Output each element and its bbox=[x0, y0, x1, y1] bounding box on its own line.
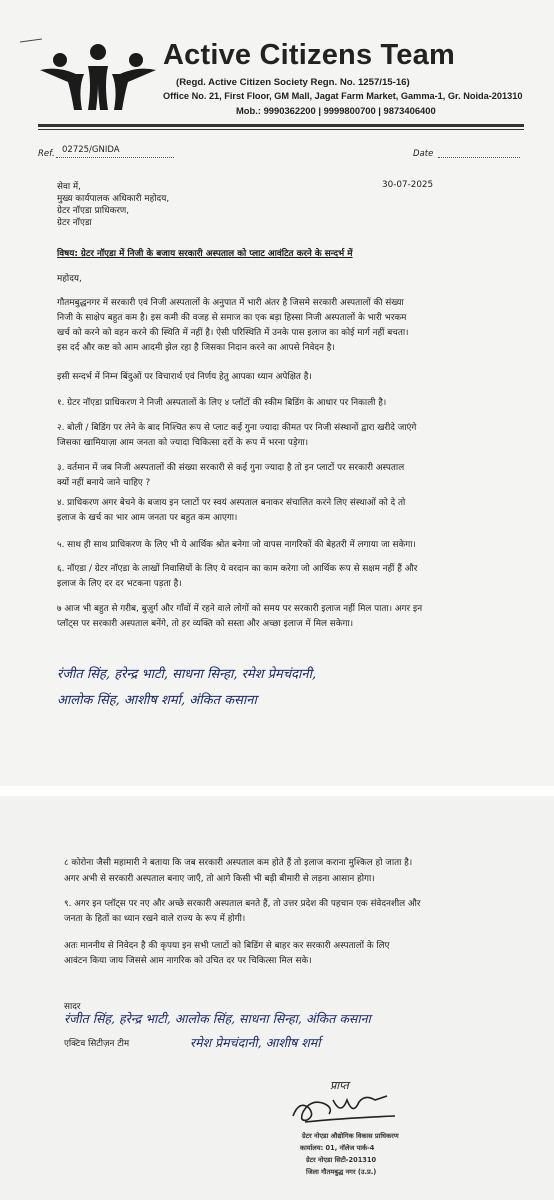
ref-dotted-line bbox=[56, 157, 174, 158]
office-address: Office No. 21, First Floor, GM Mall, Jagat Farm Market, Gamma-1, Gr. Noida-201310 bbox=[163, 91, 523, 101]
point-3: ३. वर्तमान में जब निजी अस्पतालों की संख्या सरकारी से कई गुना ज्यादा है तो इन प्लाटों पर सरकारी अस्पताल bbox=[57, 463, 405, 473]
addressee-line: ग्रेटर नॉएडा प्राधिकरण, bbox=[57, 206, 130, 216]
to-label: सेवा में, bbox=[57, 182, 81, 192]
stamp-line: ग्रेटर नोएडा औद्योगिक विकास प्राधिकरण bbox=[302, 1132, 399, 1140]
closing: सादर bbox=[64, 1002, 81, 1012]
date-dotted-line bbox=[438, 157, 520, 158]
registration-number: (Regd. Active Citizen Society Regn. No. 1257/15-16) bbox=[176, 77, 410, 88]
subject-line: विषय: ग्रेटर नॉएडा में निजी के बजाय सरकारी अस्पताल को प्लाट आवंटित करने के सन्दर्भ में bbox=[57, 249, 353, 259]
date-label: Date bbox=[413, 149, 434, 159]
organization-name: Active Citizens Team bbox=[163, 39, 455, 71]
ref-number: 02725/GNIDA bbox=[62, 145, 120, 155]
team-logo-icon bbox=[38, 40, 158, 112]
point-7: ७ आज भी बहुत से गरीब, बुज़ुर्ग और गाँवों में रहने वाले लोगों को समय पर सरकारी इलाज नहीं मिल पाता। अगर इन bbox=[57, 604, 423, 614]
handwritten-signatures: रंजीत सिंह, हरेन्द्र भाटी, आलोक सिंह, साधना सिन्हा, अंकित कसाना bbox=[64, 1011, 371, 1026]
stamp-line: जिला गौतमबुद्ध नगर (उ.प्र.) bbox=[306, 1168, 377, 1176]
addressee-line: मुख्य कार्यपालक अधिकारी महोदय, bbox=[57, 194, 170, 204]
handwritten-signatures: रंजीत सिंह, हरेन्द्र भाटी, साधना सिन्हा, रमेश प्रेमचंदानी, bbox=[57, 667, 317, 682]
intro-line: खर्च को करने को वहन करने की स्थिति में नहीं है। ऐसी परिस्थिति में उनके पास इलाज का कोई मार्ग नहीं बचता। bbox=[57, 328, 409, 338]
mobile-numbers: Mob.: 9990362200 | 9999800700 | 9873406400 bbox=[236, 105, 436, 116]
page-gap bbox=[0, 786, 554, 796]
point-7-cont: प्लॉट्स पर सरकारी अस्पताल बनेंगे, तो हर व्यक्ति को सस्ता और अच्छा इलाज में मिल सकेगा। bbox=[57, 619, 354, 629]
point-2-cont: जिसका खामियाज़ा आम जनता को ज्यादा चिकित्सा दरों के रूप में भरना पड़ेगा। bbox=[57, 438, 309, 448]
letter-date: 30-07-2025 bbox=[382, 180, 434, 190]
intro-line: इस दर्द और कष्ट को आम आदमी झेल रहा है जिसका निदान करने का आपसे निवेदन है। bbox=[57, 343, 335, 353]
intro-line: गौतमबुद्धनगर में सरकारी एवं निजी अस्पतालों के अनुपात में भारी अंतर है जिसमे सरकारी अस्पतालों की संख्या bbox=[57, 298, 404, 308]
point-3-cont: क्यों नहीं बनाये जाने चाहिए ? bbox=[57, 478, 151, 488]
point-5: ५. साथ ही साथ प्राधिकरण के लिए भी ये आर्थिक श्रोत बनेगा जो वापस नागरिकों की बेहतरी में लगाया जा सकेगा। bbox=[57, 540, 416, 550]
addressee-line: ग्रेटर नॉएडा bbox=[57, 218, 92, 228]
point-4-cont: इलाज के खर्च का भार आम जनता पर बहुत कम आएगा। bbox=[57, 513, 238, 523]
letterhead-divider-thin bbox=[38, 129, 524, 130]
context-line: इसी सन्दर्भ में निम्न बिंदुओं पर विचारार्थ एवं निर्णय हेतु आपका ध्यान अपेक्षित है। bbox=[57, 372, 312, 382]
stamp-line: ग्रेटर नोएडा सिटी-201310 bbox=[306, 1156, 377, 1164]
point-1: १. ग्रेटर नॉएडा प्राधिकरण ने निजी अस्पतालों के लिए ४ प्लॉटों की स्कीम बिडिंग के आधार पर निकाली है। bbox=[57, 398, 387, 408]
point-6: ६. नॉएडा / ग्रेटर नॉएडा के लाखों निवासियों के लिए ये वरदान का काम करेगा जो आर्थिक रूप से सक्षम नहीं हैं और bbox=[57, 564, 418, 574]
handwritten-signatures: रमेश प्रेमचंदानी, आशीष शर्मा bbox=[190, 1035, 321, 1050]
handwritten-signatures: आलोक सिंह, आशीष शर्मा, अंकित कसाना bbox=[57, 693, 257, 708]
intro-line: निजी के साक्षेप बहुत कम है। इस कमी की वजह से समाज का एक बड़ा हिस्सा निजी अस्पतालों के भारी भरकम bbox=[57, 313, 407, 323]
team-label: एक्टिव सिटीज़न टीम bbox=[64, 1039, 130, 1049]
letterhead-divider bbox=[38, 124, 524, 127]
point-6-cont: इलाज के लिए दर दर भटकना पड़ता है। bbox=[57, 579, 182, 589]
point-9-cont: जनता के हितों का ध्यान रखने वाले राज्य के रूप में होगी। bbox=[64, 914, 246, 924]
stamp-line: कार्यालय: 01, नॉलेज पार्क-4 bbox=[300, 1144, 375, 1152]
request-line: अतः माननीय से निवेदन है की कृपया इन सभी प्लाटों को बिडिंग से बाहर कर सरकारी अस्पतालों के लिए bbox=[64, 941, 390, 951]
point-2: २. बोली / बिडिंग पर लेने के बाद निश्चित रूप से प्लाट कई गुना ज्यादा कीमत पर निजी संस्थानों द्वारा खरीदे जाएंगे bbox=[57, 423, 417, 433]
ref-label: Ref. bbox=[38, 149, 55, 159]
point-8: ८ कोरोना जैसी महामारी ने बताया कि जब सरकारी अस्पताल कम होते हैं तो इलाज कराना मुश्किल हो जाता है। bbox=[64, 858, 413, 868]
salutation: महोदय, bbox=[57, 274, 82, 284]
point-4: ४. प्राधिकरण अगर बेचने के बजाय इन प्लाटों पर स्वयं अस्पताल बनाकर संचालित करने लिए संस्थाओं को दे तो bbox=[57, 498, 406, 508]
point-8-cont: अगर अभी से सरकारी अस्पताल बनाए जाएँ, तो आगे किसी भी बड़ी बीमारी से लड़ना आसान होगा। bbox=[64, 874, 375, 884]
request-line: आवंटन किया जाय जिससे आम नागरिक को उचित दर पर चिकित्सा मिल सके। bbox=[64, 956, 312, 966]
receipt-signature-text: प्राप्त bbox=[330, 1079, 349, 1092]
point-9: ९. अगर इन प्लॉट्स पर नए और अच्छे सरकारी अस्पताल बनते हैं, तो उत्तर प्रदेश की पहचान एक संवेदनशील और bbox=[64, 899, 421, 909]
